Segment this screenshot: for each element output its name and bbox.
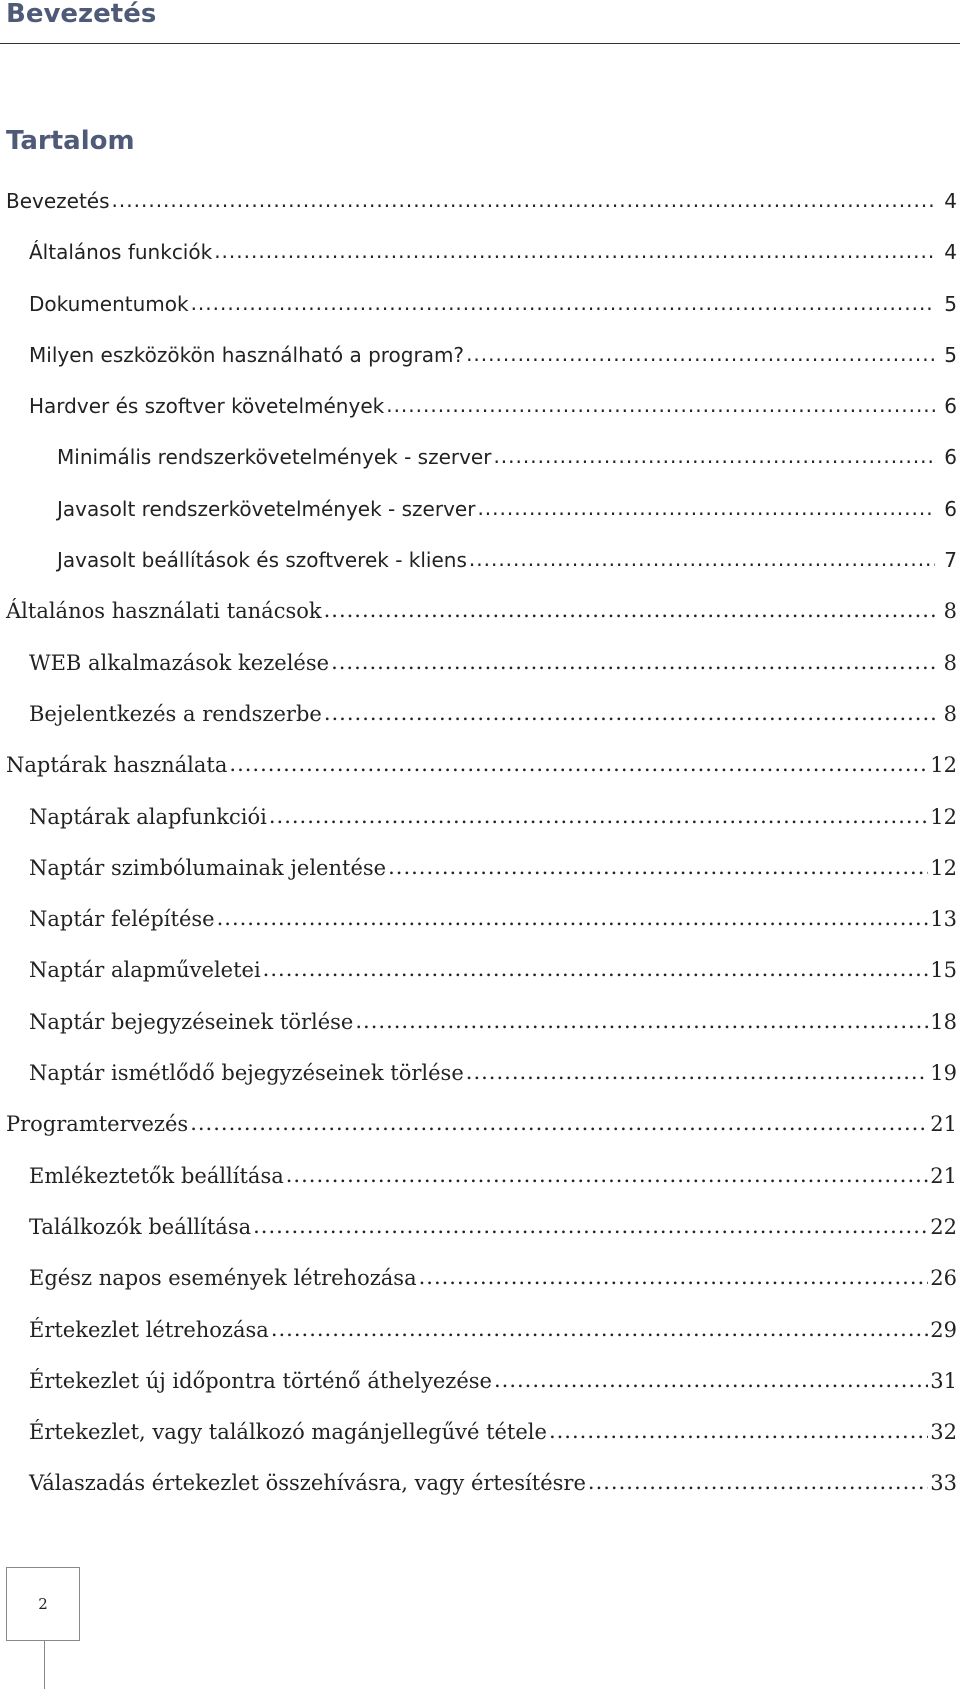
toc-entry-label[interactable]: Milyen eszközökön használható a program? <box>29 342 465 367</box>
page-number-connector-line <box>44 1641 45 1689</box>
toc-entry-label[interactable]: Értekezlet, vagy találkozó magánjellegűvé tétele <box>29 1420 547 1445</box>
toc-dot-leader <box>263 953 929 985</box>
toc-entry[interactable] <box>0 1160 960 1211</box>
toc-entry[interactable] <box>0 1262 960 1313</box>
toc-entry-page[interactable]: 15 <box>930 958 957 983</box>
page-header-title: Bevezetés <box>6 0 157 29</box>
toc-entry[interactable] <box>0 544 960 595</box>
toc-dot-leader <box>493 440 935 472</box>
toc-entry[interactable] <box>0 1365 960 1416</box>
toc-entry-page[interactable]: 32 <box>930 1420 957 1445</box>
toc-entry-page[interactable]: 5 <box>944 342 957 367</box>
toc-entry-label[interactable]: Naptárak alapfunkciói <box>29 804 267 829</box>
toc-entry[interactable] <box>0 1108 960 1159</box>
toc-entry-page[interactable]: 22 <box>930 1214 957 1239</box>
toc-entry-label[interactable]: Emlékeztetők beállítása <box>29 1163 284 1188</box>
toc-entry-label[interactable]: Hardver és szoftver követelmények <box>29 394 385 419</box>
toc-entry-page[interactable]: 12 <box>930 753 957 778</box>
toc-dot-leader <box>466 1056 929 1088</box>
toc-dot-leader <box>271 1313 928 1345</box>
toc-dot-leader <box>112 184 935 216</box>
toc-entry-page[interactable]: 12 <box>930 804 957 829</box>
toc-entry-page[interactable]: 26 <box>930 1266 957 1291</box>
toc-entry-page[interactable]: 29 <box>930 1317 957 1342</box>
toc-entry[interactable] <box>0 1057 960 1108</box>
toc-entry-label[interactable]: Programtervezés <box>6 1112 189 1137</box>
toc-entry-page[interactable]: 5 <box>944 291 957 316</box>
toc-dot-leader <box>388 851 928 883</box>
toc-entry-label[interactable]: Értekezlet létrehozása <box>29 1317 269 1342</box>
toc-entry-label[interactable]: Minimális rendszerkövetelmények - szerver <box>57 445 492 470</box>
table-of-contents <box>0 185 960 1519</box>
toc-dot-leader <box>386 389 935 421</box>
toc-title: Tartalom <box>6 126 135 156</box>
toc-dot-leader <box>217 902 929 934</box>
toc-entry-page[interactable]: 19 <box>930 1061 957 1086</box>
toc-dot-leader <box>190 1107 928 1139</box>
toc-entry[interactable] <box>0 390 960 441</box>
toc-dot-leader <box>419 1261 929 1293</box>
toc-entry-page[interactable]: 6 <box>944 394 957 419</box>
toc-entry-label[interactable]: Bevezetés <box>6 189 110 213</box>
toc-entry-label[interactable]: Bejelentkezés a rendszerbe <box>29 701 322 726</box>
toc-entry-page[interactable]: 4 <box>944 240 957 265</box>
toc-dot-leader <box>253 1210 928 1242</box>
toc-entry-label[interactable]: Dokumentumok <box>29 291 189 316</box>
toc-dot-leader <box>549 1415 928 1447</box>
toc-entry-page[interactable]: 8 <box>943 701 957 726</box>
toc-entry-page[interactable]: 6 <box>944 496 957 521</box>
page-number-box <box>6 1567 80 1641</box>
toc-entry-label[interactable]: Naptár felépítése <box>29 907 215 932</box>
toc-entry-page[interactable]: 8 <box>943 650 957 675</box>
toc-dot-leader <box>191 287 935 319</box>
toc-dot-leader <box>355 1005 928 1037</box>
toc-entry-label[interactable]: Általános funkciók <box>29 240 213 265</box>
toc-entry[interactable] <box>0 1314 960 1365</box>
toc-entry[interactable] <box>0 698 960 749</box>
toc-entry-page[interactable]: 18 <box>930 1009 957 1034</box>
toc-dot-leader <box>229 748 928 780</box>
toc-entry-label[interactable]: Értekezlet új időpontra történő áthelyezése <box>29 1368 492 1393</box>
toc-entry-page[interactable]: 21 <box>930 1112 957 1137</box>
toc-entry-label[interactable]: WEB alkalmazások kezelése <box>29 650 330 675</box>
toc-entry[interactable] <box>0 1211 960 1262</box>
toc-dot-leader <box>324 697 935 729</box>
toc-entry-page[interactable]: 6 <box>944 445 957 470</box>
toc-entry-page[interactable]: 7 <box>944 548 957 573</box>
toc-entry-label[interactable]: Naptár szimbólumainak jelentése <box>29 855 387 880</box>
toc-entry-label[interactable]: Naptár bejegyzéseinek törlése <box>29 1009 354 1034</box>
page-number: 2 <box>38 1595 48 1613</box>
toc-entry-label[interactable]: Naptár ismétlődő bejegyzéseinek törlése <box>29 1061 464 1086</box>
toc-entry[interactable] <box>0 441 960 492</box>
toc-dot-leader <box>466 338 935 370</box>
header-divider <box>0 43 960 44</box>
toc-dot-leader <box>269 800 928 832</box>
toc-entry[interactable] <box>0 852 960 903</box>
toc-entry-page[interactable]: 12 <box>930 855 957 880</box>
toc-entry-label[interactable]: Javasolt rendszerkövetelmények - szerver <box>57 496 476 521</box>
toc-entry[interactable] <box>0 1467 960 1518</box>
toc-dot-leader <box>331 646 935 678</box>
toc-dot-leader <box>494 1364 928 1396</box>
toc-entry[interactable] <box>0 1006 960 1057</box>
toc-entry[interactable] <box>0 1416 960 1467</box>
toc-dot-leader <box>324 594 935 626</box>
toc-entry[interactable] <box>0 954 960 1005</box>
toc-entry[interactable] <box>0 801 960 852</box>
toc-entry-page[interactable]: 31 <box>930 1368 957 1393</box>
toc-dot-leader <box>469 543 935 575</box>
toc-entry-label[interactable]: Egész napos események létrehozása <box>29 1266 417 1291</box>
toc-entry-label[interactable]: Naptár alapműveletei <box>29 958 261 983</box>
toc-entry[interactable] <box>0 903 960 954</box>
toc-entry-page[interactable]: 8 <box>943 599 957 624</box>
toc-entry-page[interactable]: 13 <box>930 907 957 932</box>
toc-entry-label[interactable]: Naptárak használata <box>6 753 228 778</box>
toc-entry[interactable] <box>0 288 960 339</box>
toc-entry-page[interactable]: 21 <box>930 1163 957 1188</box>
toc-dot-leader <box>588 1466 928 1498</box>
toc-entry-label[interactable]: Javasolt beállítások és szoftverek - kliens <box>57 548 467 573</box>
toc-entry-page[interactable]: 4 <box>944 189 957 213</box>
toc-entry-label[interactable]: Találkozók beállítása <box>29 1214 252 1239</box>
toc-dot-leader <box>214 235 935 267</box>
toc-entry[interactable] <box>0 595 960 646</box>
toc-dot-leader <box>286 1159 929 1191</box>
toc-dot-leader <box>477 492 935 524</box>
toc-entry[interactable] <box>0 749 960 800</box>
toc-entry-label[interactable]: Általános használati tanácsok <box>6 599 322 624</box>
toc-entry-label[interactable]: Válaszadás értekezlet összehívásra, vagy értesítésre <box>29 1471 586 1496</box>
toc-entry[interactable] <box>0 185 960 236</box>
toc-entry[interactable] <box>0 339 960 390</box>
toc-entry-page[interactable]: 33 <box>930 1471 957 1496</box>
toc-entry[interactable] <box>0 236 960 287</box>
toc-entry[interactable] <box>0 647 960 698</box>
toc-entry[interactable] <box>0 493 960 544</box>
